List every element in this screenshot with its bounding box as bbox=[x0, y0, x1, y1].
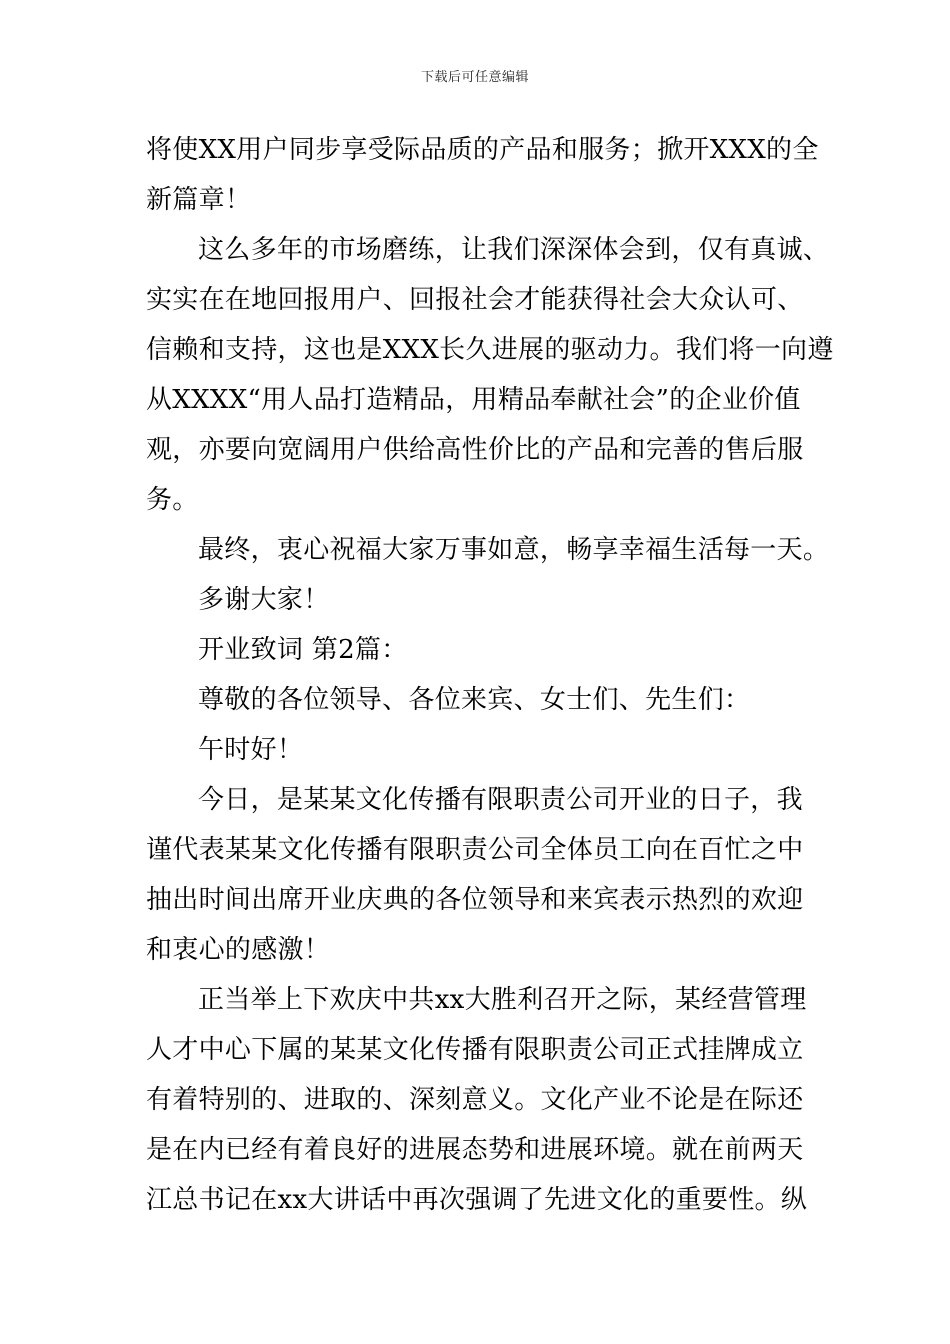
text-line: 新篇章！ bbox=[146, 185, 252, 215]
salutation: 尊敬的各位领导、各位来宾、女士们、先生们： bbox=[198, 685, 751, 715]
text-line: 实实在在地回报用户、回报社会才能获得社会大众认可、 bbox=[146, 285, 804, 315]
page-header: 下载后可任意编辑 bbox=[420, 70, 529, 85]
document-body bbox=[146, 125, 834, 1225]
text-line: 将使XX用户同步享受际品质的产品和服务；掀开XXX的全 bbox=[146, 135, 819, 165]
text-line: 多谢大家！ bbox=[198, 585, 330, 615]
text-line: 人才中心下属的某某文化传播有限职责公司正式挂牌成立 bbox=[146, 1035, 804, 1065]
text-line: 谨代表某某文化传播有限职责公司全体员工向在百忙之中 bbox=[146, 835, 804, 865]
text-line: 江总书记在xx大讲话中再次强调了先进文化的重要性。纵 bbox=[146, 1185, 808, 1215]
text-line: 信赖和支持，这也是XXX长久进展的驱动力。我们将一向遵 bbox=[146, 335, 834, 365]
text-line: 和衷心的感激！ bbox=[146, 935, 331, 965]
greeting: 午时好！ bbox=[198, 735, 304, 765]
text-line: 抽出时间出席开业庆典的各位领导和来宾表示热烈的欢迎 bbox=[146, 885, 804, 915]
text-line: 最终，衷心祝福大家万事如意，畅享幸福生活每一天。 bbox=[198, 535, 830, 565]
text-line: 是在内已经有着良好的进展态势和进展环境。就在前两天 bbox=[146, 1135, 804, 1165]
text-line: 观，亦要向宽阔用户供给高性价比的产品和完善的售后服 bbox=[146, 435, 804, 465]
text-line: 务。 bbox=[146, 485, 199, 515]
text-line: 正当举上下欢庆中共xx大胜利召开之际，某经营管理 bbox=[198, 985, 807, 1015]
section-heading: 开业致词 第2篇： bbox=[198, 635, 408, 665]
text-line: 今日，是某某文化传播有限职责公司开业的日子，我 bbox=[198, 785, 803, 815]
text-line: 这么多年的市场磨练，让我们深深体会到，仅有真诚、 bbox=[198, 235, 830, 265]
text-line: 有着特别的、进取的、深刻意义。文化产业不论是在际还 bbox=[146, 1085, 804, 1115]
text-line: 从XXXX“用人品打造精品，用精品奉献社会”的企业价值 bbox=[146, 385, 801, 415]
